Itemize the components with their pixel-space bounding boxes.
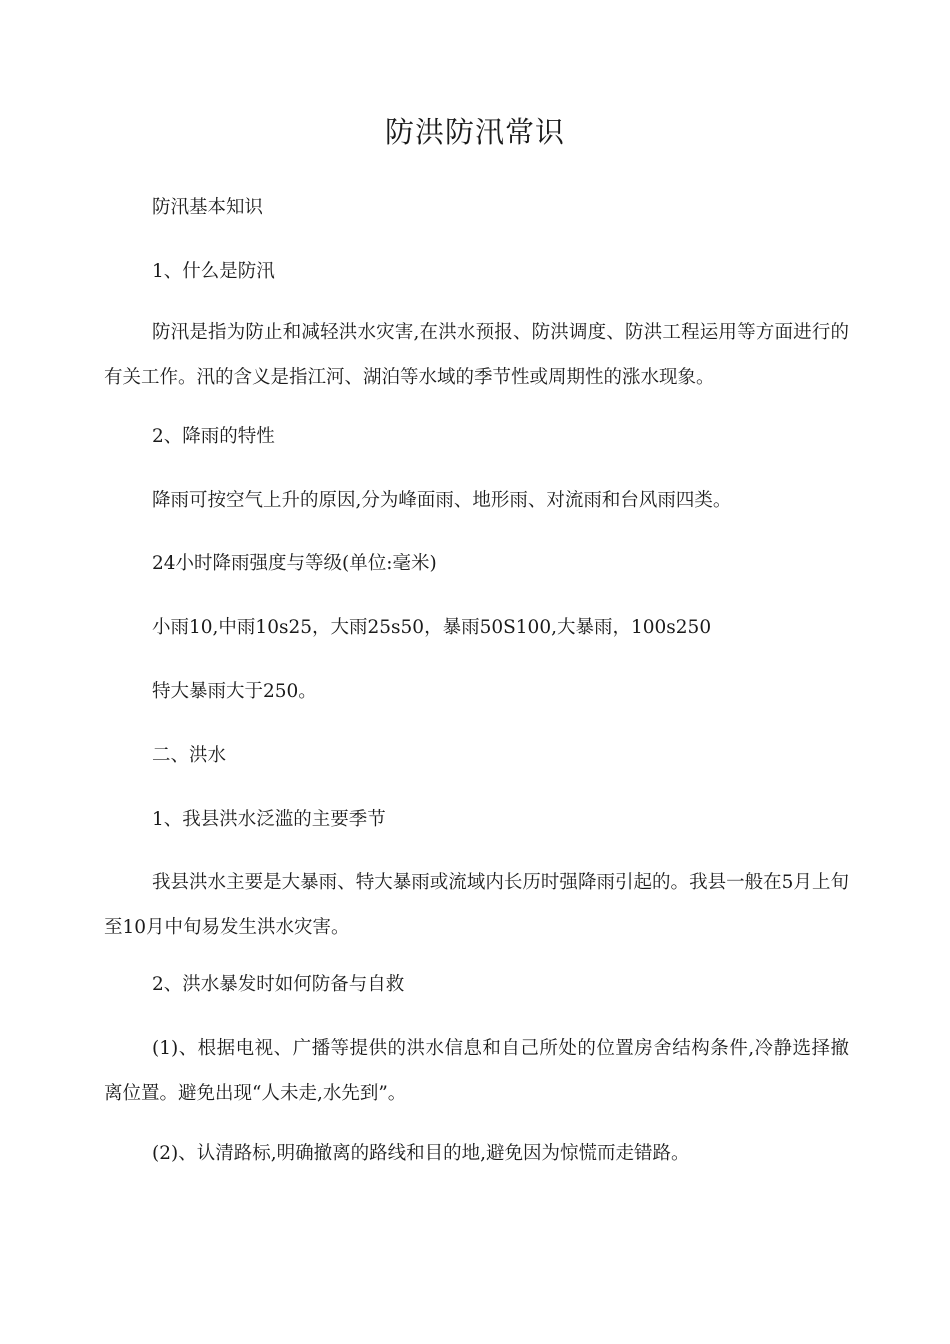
paragraph-rainfall-intensity-heading: 24小时降雨强度与等级(单位:毫米) [152, 553, 437, 574]
paragraph-self-rescue-step-1: (1)、根据电视、广播等提供的洪水信息和自己所处的位置房舍结构条件,冷静选择撤离位置。避免出现“人未走,水先到”。 [104, 1038, 849, 1104]
paragraph-self-rescue-heading: 2、洪水暴发时如何防备与自救 [152, 974, 405, 995]
paragraph-rainfall-grades: 小雨10,中雨10s25，大雨25s50，暴雨50S100,大暴雨，100s250 [152, 617, 712, 638]
paragraph-flood-section-heading: 二、洪水 [152, 745, 227, 766]
paragraph-flood-control-definition: 防汛是指为防止和减轻洪水灾害,在洪水预报、防洪调度、防洪工程运用等方面进行的有关工作。汛的含义是指江河、湖泊等水域的季节性或周期性的涨水现象。 [104, 322, 849, 388]
paragraph-extreme-rainstorm: 特大暴雨大于250。 [152, 681, 317, 702]
paragraph-rainfall-characteristics-heading: 2、降雨的特性 [152, 426, 275, 447]
paragraph-flood-season-heading: 1、我县洪水泛滥的主要季节 [152, 809, 386, 830]
paragraph-rainfall-types: 降雨可按空气上升的原因,分为峰面雨、地形雨、对流雨和台风雨四类。 [152, 490, 732, 511]
document-title: 防洪防汛常识 [384, 115, 565, 149]
paragraph-flood-basics-heading: 防汛基本知识 [152, 197, 264, 218]
paragraph-self-rescue-step-2: (2)、认清路标,明确撤离的路线和目的地,避免因为惊慌而走错路。 [152, 1143, 690, 1164]
paragraph-what-is-flood-control-heading: 1、什么是防汛 [152, 261, 275, 282]
paragraph-flood-season-description: 我县洪水主要是大暴雨、特大暴雨或流域内长历时强降雨引起的。我县一般在5月上旬至10月中旬易发生洪水灾害。 [104, 872, 849, 938]
